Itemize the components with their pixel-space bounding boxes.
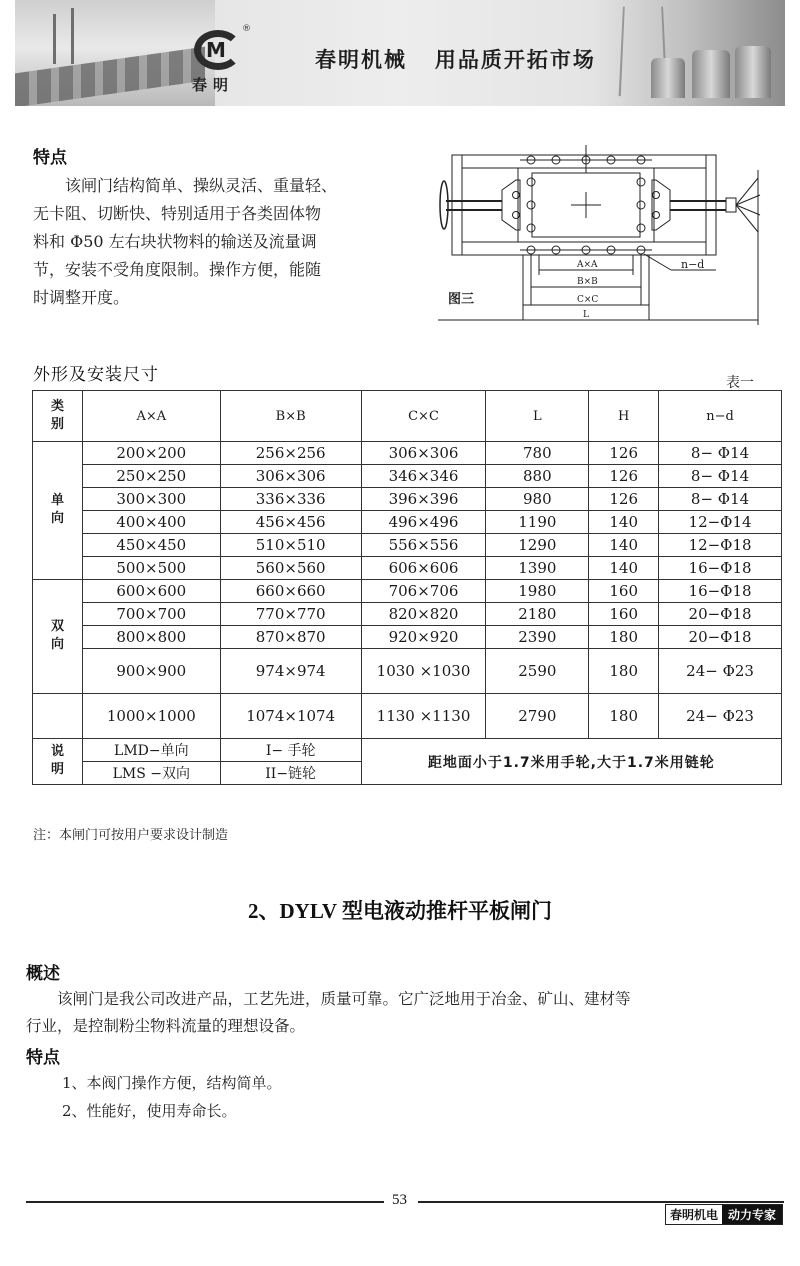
- cell: 660×660: [220, 580, 361, 603]
- cooling-tower-icon: [692, 50, 730, 98]
- cell: 2790: [486, 694, 589, 739]
- cell: 160: [589, 603, 659, 626]
- cell: 920×920: [361, 626, 486, 649]
- cell: 16−Φ18: [659, 557, 782, 580]
- registered-mark: ®: [242, 24, 251, 34]
- dim-label-b: B×B: [577, 277, 598, 287]
- category-blank: [33, 694, 83, 739]
- cell: 1290: [486, 534, 589, 557]
- cell: 126: [589, 488, 659, 511]
- cell: 880: [486, 465, 589, 488]
- table-header-row: [33, 391, 782, 442]
- cell: 200×200: [82, 442, 220, 465]
- cell: 256×256: [220, 442, 361, 465]
- dim-label-a: A×A: [577, 260, 598, 270]
- header-l: L: [486, 391, 589, 442]
- drive-rule: 距地面小于1.7米用手轮,大于1.7米用链轮: [361, 739, 781, 785]
- cell: 700×700: [82, 603, 220, 626]
- table-row: [33, 442, 782, 465]
- cell: 974×974: [220, 649, 361, 694]
- footer-brand-name: 春明机电: [666, 1205, 722, 1224]
- cell: 126: [589, 465, 659, 488]
- cell: 8− Φ14: [659, 465, 782, 488]
- cell: 140: [589, 534, 659, 557]
- section2-features-heading: 特点: [26, 1048, 60, 1068]
- cell: 2390: [486, 626, 589, 649]
- features-heading: 特点: [33, 148, 67, 168]
- header-category: 类别: [33, 391, 83, 442]
- category-single: 单向: [33, 442, 83, 580]
- cell: 20−Φ18: [659, 626, 782, 649]
- table-row: [33, 557, 782, 580]
- cell: 20−Φ18: [659, 603, 782, 626]
- table-row: [33, 603, 782, 626]
- cell: 306×306: [361, 442, 486, 465]
- table-notes-row: [33, 739, 782, 762]
- footer-rule-left: [26, 1201, 384, 1203]
- cell: 510×510: [220, 534, 361, 557]
- logo-letters: M: [206, 38, 224, 62]
- cell: 8− Φ14: [659, 442, 782, 465]
- cell: 800×800: [82, 626, 220, 649]
- cell: 24− Φ23: [659, 694, 782, 739]
- cell: 336×336: [220, 488, 361, 511]
- cell: 1190: [486, 511, 589, 534]
- cell: 870×870: [220, 626, 361, 649]
- features-line: 节，安装不受角度限制。操作方便，能随: [33, 260, 322, 279]
- footer-brand-tagline: 动力专家: [722, 1205, 782, 1224]
- cell: 8− Φ14: [659, 488, 782, 511]
- model-double: LMS −双向: [82, 762, 220, 785]
- table-row: [33, 534, 782, 557]
- cell: 706×706: [361, 580, 486, 603]
- table-title: 外形及安装尺寸: [33, 365, 159, 385]
- cell: 606×606: [361, 557, 486, 580]
- cell: 160: [589, 580, 659, 603]
- dimensions-table: [32, 390, 782, 785]
- cell: 2590: [486, 649, 589, 694]
- cell: 140: [589, 557, 659, 580]
- dim-label-l: L: [583, 310, 589, 320]
- cell: 1030 ×1030: [361, 649, 486, 694]
- footer-rule-right: [418, 1201, 784, 1203]
- cell: 600×600: [82, 580, 220, 603]
- table-row: [33, 511, 782, 534]
- overview-paragraph: [26, 986, 786, 1040]
- footer-brand-badge: [665, 1204, 783, 1225]
- gate-drawing-figure: [436, 140, 766, 330]
- cell: 980: [486, 488, 589, 511]
- features-paragraph: [33, 172, 393, 312]
- cell: 500×500: [82, 557, 220, 580]
- figure-caption: 图三: [448, 292, 475, 307]
- list-item: 2、性能好，使用寿命长。: [62, 1102, 237, 1120]
- table-row: [33, 580, 782, 603]
- features-line: 时调整开度。: [33, 288, 130, 307]
- cell: 306×306: [220, 465, 361, 488]
- table-row: [33, 694, 782, 739]
- table-row: [33, 626, 782, 649]
- cell: 2180: [486, 603, 589, 626]
- cell: 496×496: [361, 511, 486, 534]
- cell: 180: [589, 694, 659, 739]
- cell: 250×250: [82, 465, 220, 488]
- cell: 300×300: [82, 488, 220, 511]
- cell: 820×820: [361, 603, 486, 626]
- header-h: H: [589, 391, 659, 442]
- header-nd: n−d: [659, 391, 782, 442]
- banner-slogan: 春明机械 用品质开拓市场: [315, 48, 596, 72]
- cell: 1074×1074: [220, 694, 361, 739]
- overview-line: 该闸门是我公司改进产品，工艺先进，质量可靠。它广泛地用于冶金、矿山、建材等: [26, 990, 631, 1008]
- features-line: 该闸门结构简单、操纵灵活、重量轻、: [33, 176, 338, 195]
- dim-label-c: C×C: [577, 295, 599, 305]
- header-b: B×B: [220, 391, 361, 442]
- cell: 180: [589, 626, 659, 649]
- page-number: 53: [392, 1192, 407, 1208]
- cooling-tower-icon: [651, 58, 685, 98]
- overview-heading: 概述: [26, 964, 60, 984]
- cell: 16−Φ18: [659, 580, 782, 603]
- cell: 456×456: [220, 511, 361, 534]
- category-double: 双向: [33, 580, 83, 694]
- cell: 180: [589, 649, 659, 694]
- cell: 780: [486, 442, 589, 465]
- logo-name: 春明: [192, 76, 235, 94]
- features-line: 料和 Φ50 左右块状物料的输送及流量调: [33, 232, 317, 251]
- cell: 1000×1000: [82, 694, 220, 739]
- features-line: 无卡阻、切断快、特别适用于各类固体物: [33, 204, 322, 223]
- cell: 1980: [486, 580, 589, 603]
- header-c: C×C: [361, 391, 486, 442]
- section2-features-list: [62, 1069, 282, 1125]
- cell: 560×560: [220, 557, 361, 580]
- header-a: A×A: [82, 391, 220, 442]
- cell: 12−Φ14: [659, 511, 782, 534]
- cell: 126: [589, 442, 659, 465]
- cell: 556×556: [361, 534, 486, 557]
- model-single: LMD−单向: [82, 739, 220, 762]
- table-row: [33, 465, 782, 488]
- drive-chainwheel: II−链轮: [220, 762, 361, 785]
- dim-label-nd: n−d: [681, 258, 705, 271]
- cell: 24− Φ23: [659, 649, 782, 694]
- table-row: [33, 488, 782, 511]
- table-row: [33, 649, 782, 694]
- notes-label: 说明: [33, 739, 83, 785]
- cell: 1390: [486, 557, 589, 580]
- cell: 770×770: [220, 603, 361, 626]
- cooling-tower-icon: [735, 46, 771, 98]
- cell: 400×400: [82, 511, 220, 534]
- cell: 900×900: [82, 649, 220, 694]
- cell: 450×450: [82, 534, 220, 557]
- cell: 12−Φ18: [659, 534, 782, 557]
- drive-handwheel: I− 手轮: [220, 739, 361, 762]
- list-item: 1、本阀门操作方便，结构简单。: [62, 1074, 282, 1092]
- chimney-icon: [53, 14, 56, 64]
- cell: 1130 ×1130: [361, 694, 486, 739]
- section2-title: 2、DYLV 型电液动推杆平板闸门: [248, 899, 552, 923]
- cell: 396×396: [361, 488, 486, 511]
- cell: 346×346: [361, 465, 486, 488]
- cell: 140: [589, 511, 659, 534]
- table-number: 表一: [726, 375, 754, 391]
- table-footnote: 注：本闸门可按用户要求设计制造: [33, 828, 229, 843]
- chimney-icon: [71, 8, 74, 64]
- company-logo: [190, 24, 250, 100]
- overview-line: 行业，是控制粉尘物料流量的理想设备。: [26, 1017, 306, 1035]
